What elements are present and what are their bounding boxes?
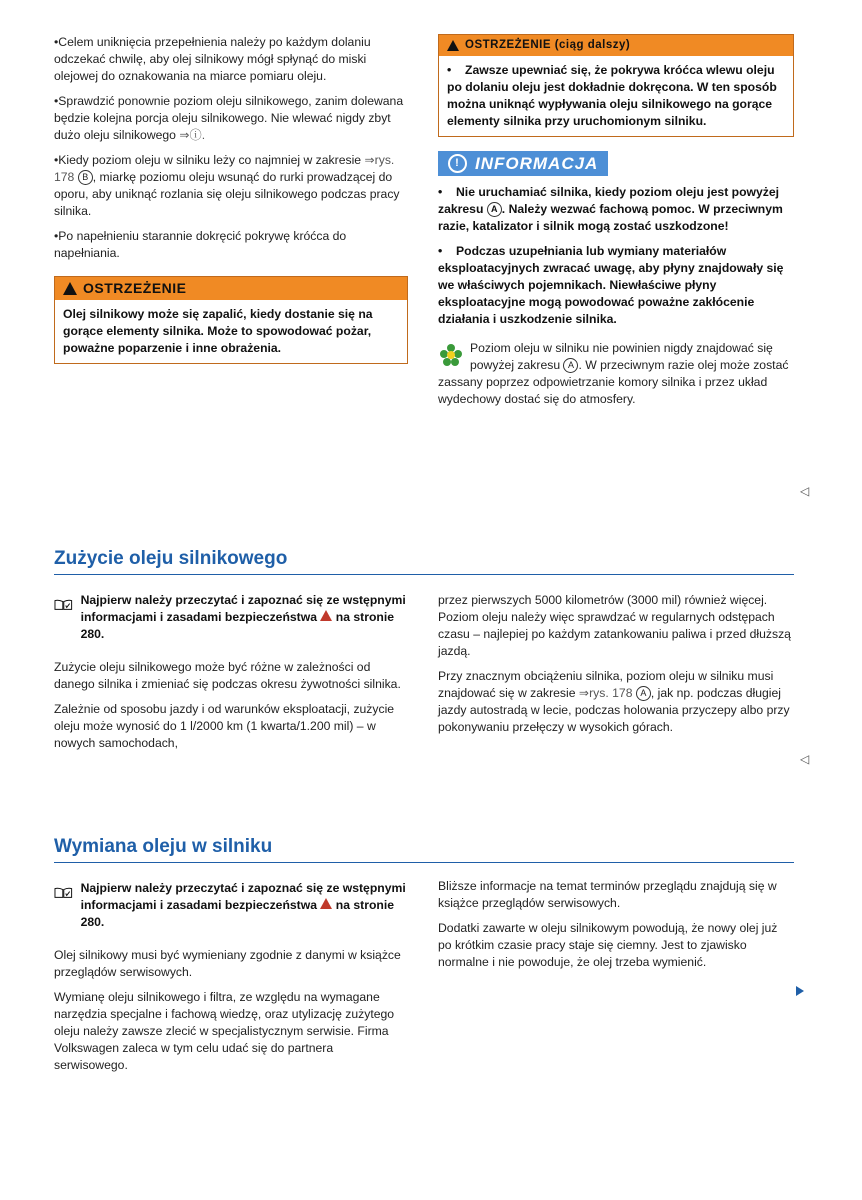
- paragraph: Dodatki zawarte w oleju silnikowym powodują, że nowy olej już po krótkim czasie pracy staje się ciemny. Jest to zjawisko normalne i nie powoduje, że olej trzeba wymienić.: [438, 921, 778, 969]
- paragraph: Zużycie oleju silnikowego może być różne w zależności od danego silnika i zmieniać się podczas okresu żywotności silnika.: [54, 660, 401, 691]
- warning-text: Olej silnikowy może się zapalić, kiedy dostanie się na gorące elementy silnika. Może to spowodować pożar, poważne poparzenie i inne obrażenia.: [63, 307, 373, 355]
- next-page-arrow-icon[interactable]: [796, 986, 804, 996]
- warning-box: [54, 276, 408, 364]
- bullet-paragraph: •Sprawdzić ponownie poziom oleju silnikowego, zanim dolewana będzie kolejna porcja oleju silnikowego. Nie wlewać nigdy zbyt dużo oleju silnikowego ⇒ⓘ.: [54, 94, 404, 142]
- left-top-column: [54, 34, 408, 364]
- warning-triangle-icon: [320, 898, 332, 909]
- book-icon: [54, 880, 73, 906]
- bullet-paragraph: •Po napełnieniu starannie dokręcić pokrywę króćca do napełniania.: [54, 229, 347, 260]
- section-heading: Wymiana oleju w silniku: [54, 836, 794, 863]
- marker-a: A: [563, 358, 578, 373]
- warning-triangle-icon: [320, 610, 332, 621]
- warning-triangle-icon: [447, 40, 459, 51]
- paragraph: Wymianę oleju silnikowego i filtra, ze względu na wymagane narzędzia specjalne i fachową wiedzę, oraz utylizację zużytego oleju należy zawsze zlecić w specjalistycznym serwisie. Firma Volkswagen zaleca w tym celu udać się do partnera serwisowego.: [54, 990, 395, 1072]
- marker-b: B: [78, 170, 93, 185]
- read-first-note: Najpierw należy przeczytać i zapoznać się ze wstępnymi informacjami i zasadami bezpieczeństwa na stronie 280.: [54, 592, 408, 643]
- info-body: • Nie uruchamiać silnika, kiedy poziom oleju jest powyżej zakresu A . Należy wezwać fachową pomoc. W przeciwnym razie, katalizator i silnik mogą zostać uszkodzone! • Podczas uzupełniania lub wymiany materiałów eksploatacyjnych zwracać uwagę, aby płyny znajdowały się we właściwych pojemnikach. Niewłaściwe płyny eksploatacyjne mogą powodować poważne zakłócenie działania i uszkodzenie silnika.: [438, 185, 784, 326]
- environment-note: Poziom oleju w silniku nie powinien nigdy znajdować się powyżej zakresu A . W przeciwnym razie olej może zostać zassany poprzez odpowietrzanie komory silnika i przez układ wydechowy dostać się do atmosfery.: [438, 341, 789, 406]
- warning-continued-text: • Zawsze upewniać się, że pokrywa króćca wlewu oleju po dolaniu oleju jest dokładnie dokręcona. W ten sposób można uniknąć wypływania oleju silnikowego na gorące elementy silnika przy uruchomionym silniku.: [447, 63, 777, 128]
- info-icon: !: [448, 154, 467, 173]
- section-end-mark: ◁: [800, 484, 810, 498]
- section-end-mark: ◁: [800, 752, 810, 766]
- paragraph: Olej silnikowy musi być wymieniany zgodnie z danymi w książce przeglądów serwisowych.: [54, 948, 401, 979]
- book-icon: [54, 592, 73, 618]
- section-heading: Zużycie oleju silnikowego: [54, 548, 794, 575]
- marker-a: A: [636, 686, 651, 701]
- paragraph: przez pierwszych 5000 kilometrów (3000 mil) również więcej. Poziom oleju należy więc sprawdzać w regularnych odstępach czasu – najlepiej po każdym zatankowaniu paliwa i przed dłuższą jazdą.: [438, 593, 791, 658]
- marker-a: A: [487, 202, 502, 217]
- section2-right-column: [438, 878, 794, 979]
- info-header: ! INFORMACJA: [438, 151, 794, 176]
- figure-reference[interactable]: ⇒rys. 178: [578, 686, 633, 700]
- read-first-note: Najpierw należy przeczytać i zapoznać się ze wstępnymi informacjami i zasadami bezpieczeństwa na stronie 280.: [54, 880, 408, 931]
- warning-header: OSTRZEŻENIE: [55, 277, 407, 300]
- section1-right-column: [438, 592, 794, 744]
- section1-left-column: [54, 592, 408, 760]
- warning-triangle-icon: [63, 282, 77, 295]
- right-top-column: [438, 34, 794, 408]
- bullet-paragraph: •Kiedy poziom oleju w silniku leży co najmniej w zakresie ⇒rys. 178 B , miarkę poziomu oleju wsunąć do rurki prowadzącej do oporu, aby uniknąć rozlania się oleju silnikowego podczas pracy silnika.: [54, 153, 400, 218]
- warning-reference[interactable]: ⇒ⓘ.: [179, 128, 206, 142]
- section2-left-column: [54, 880, 408, 1082]
- environment-flower-icon: [438, 342, 464, 368]
- paragraph: Przy znacznym obciążeniu silnika, poziom oleju w silniku musi znajdować się w zakresie ⇒rys. 178 A , jak np. podczas długiej jazdy autostradą w lecie, podczas holowania przyczepy albo przy pokonywaniu przełęczy w wysokich górach.: [438, 669, 790, 734]
- figure-reference[interactable]: ⇒rys. 178: [54, 153, 395, 184]
- warning-continued-box: [438, 34, 794, 137]
- paragraph: Bliższe informacje na temat terminów przeglądu znajdują się w książce przeglądów serwisowych.: [438, 879, 777, 910]
- warning-continued-header: OSTRZEŻENIE (ciąg dalszy): [439, 35, 793, 56]
- bullet-paragraph: •Celem uniknięcia przepełnienia należy po każdym dolaniu odczekać chwilę, aby olej silnikowy mógł spłynąć do miski olejowej do oznakowania na miarce pomiaru oleju.: [54, 35, 371, 83]
- paragraph: Zależnie od sposobu jazdy i od warunków eksploatacji, zużycie oleju może wynosić do 1 l/2000 km (1 kwarta/1.200 mil) – w nowych samochodach,: [54, 702, 395, 750]
